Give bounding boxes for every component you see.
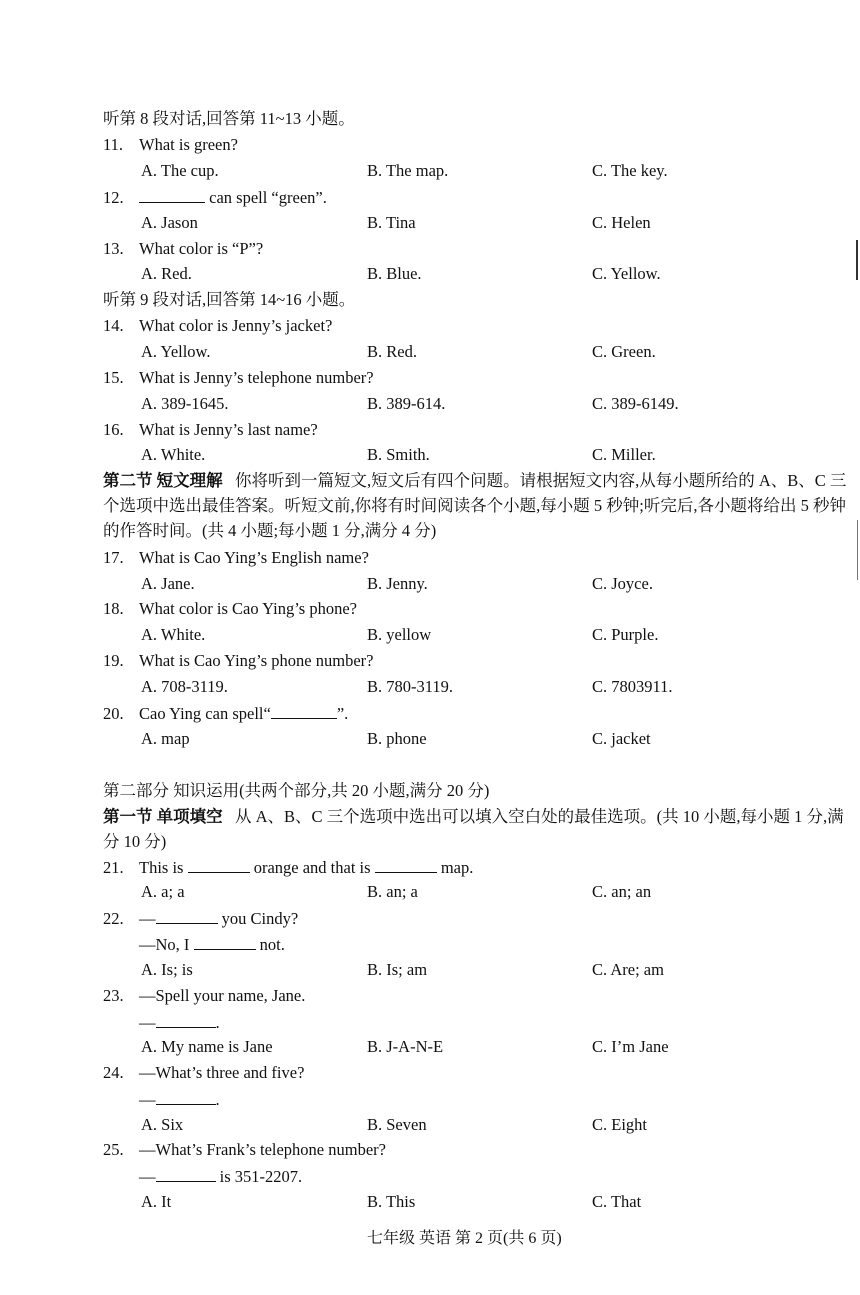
dialog-dash: — (139, 1013, 156, 1032)
answer-blank (375, 856, 437, 873)
question-text: can spell “green”. (209, 188, 327, 207)
question-24-reply (139, 1088, 220, 1110)
option-b: B. Seven (367, 1115, 427, 1134)
option-b: B. Tina (367, 213, 416, 232)
question-text: What is Cao Ying’s phone number? (139, 651, 374, 670)
section-heading: 第二节 短文理解 (103, 471, 223, 490)
option-a: A. Jane. (141, 574, 195, 593)
option-c: C. Yellow. (592, 264, 661, 283)
option-b: B. an; a (367, 882, 418, 901)
section-heading: 第一节 单项填空 (103, 807, 223, 826)
question-19 (103, 650, 373, 672)
question-text: What color is Cao Ying’s phone? (139, 599, 357, 618)
option-a: A. 389-1645. (141, 394, 229, 413)
option-a: A. White. (141, 445, 206, 464)
dialog-dash: — (139, 909, 156, 928)
section-instructions: 从 A、B、C 三个选项中选出可以填入空白处的最佳选项。(共 10 小题,每小题 1 分,满分 10 分) (103, 807, 844, 851)
scan-edge-mark (857, 520, 858, 580)
question-text: What is Jenny’s telephone number? (139, 368, 374, 387)
question-number: 22. (103, 909, 124, 928)
answer-blank (188, 856, 250, 873)
option-c: C. Helen (592, 213, 651, 232)
question-number: 12. (103, 188, 124, 207)
option-b: B. Blue. (367, 264, 422, 283)
question-text-end: ”. (336, 704, 349, 723)
option-b: B. Smith. (367, 445, 430, 464)
option-b: B. Is; am (367, 960, 428, 979)
option-a: A. Red. (141, 264, 192, 283)
question-number: 25. (103, 1140, 124, 1159)
question-text: —What’s Frank’s telephone number? (139, 1140, 386, 1159)
question-text: you Cindy? (221, 909, 299, 928)
question-25 (103, 1139, 386, 1161)
question-text: What is Cao Ying’s English name? (139, 548, 369, 567)
reply-end: . (215, 1013, 220, 1032)
question-number: 14. (103, 316, 124, 335)
answer-blank (194, 933, 256, 950)
reply-end: . (215, 1090, 220, 1109)
option-a: A. map (141, 729, 190, 748)
question-25-reply (139, 1165, 302, 1187)
question-number: 15. (103, 368, 124, 387)
answer-blank (139, 186, 205, 203)
question-16 (103, 419, 318, 441)
question-23-reply (139, 1011, 220, 1033)
question-text: What color is Jenny’s jacket? (139, 316, 333, 335)
question-text: —What’s three and five? (139, 1063, 305, 1082)
question-21 (103, 856, 473, 878)
option-a: A. The cup. (141, 161, 219, 180)
option-b: B. yellow (367, 625, 432, 644)
option-c: C. Joyce. (592, 574, 653, 593)
question-12 (103, 186, 327, 208)
option-c: C. jacket (592, 729, 651, 748)
option-b: B. Jenny. (367, 574, 428, 593)
question-number: 16. (103, 420, 124, 439)
dialog-dash: — (139, 1167, 156, 1186)
answer-blank (271, 702, 337, 719)
question-15 (103, 367, 374, 389)
option-a: A. 708-3119. (141, 677, 228, 696)
answer-blank (156, 1011, 216, 1028)
question-number: 17. (103, 548, 124, 567)
question-17 (103, 547, 369, 569)
reply-text-end: not. (259, 935, 285, 954)
option-a: A. It (141, 1192, 172, 1211)
question-number: 13. (103, 239, 124, 258)
question-23 (103, 985, 305, 1007)
option-c: C. I’m Jane (592, 1037, 669, 1056)
question-11 (103, 134, 238, 156)
option-b: B. 389-614. (367, 394, 446, 413)
question-text-part: orange and that is (253, 858, 371, 877)
reply-text: is 351-2207. (219, 1167, 303, 1186)
answer-blank (156, 1165, 216, 1182)
page-footer: 七年级 英语 第 2 页(共 6 页) (367, 1230, 562, 1247)
question-18 (103, 598, 357, 620)
question-14 (103, 315, 332, 337)
option-b: B. phone (367, 729, 427, 748)
answer-blank (156, 907, 218, 924)
option-b: B. 780-3119. (367, 677, 454, 696)
section-9-intro: 听第 9 段对话,回答第 14~16 小题。 (103, 290, 356, 309)
option-c: C. an; an (592, 882, 652, 901)
question-number: 11. (103, 135, 124, 154)
option-c: C. 389-6149. (592, 394, 679, 413)
option-b: B. J-A-N-E (367, 1037, 444, 1056)
scan-edge-mark (856, 240, 858, 280)
question-text-start: Cao Ying can spell“ (139, 704, 271, 723)
question-number: 20. (103, 704, 124, 723)
single-choice-instructions (103, 804, 855, 854)
section-instructions: 你将听到一篇短文,短文后有四个问题。请根据短文内容,从每小题所给的 A、B、C 三个选项中选出最佳答案。听短文前,你将有时间阅读各个小题,每小题 5 秒钟;听完后,各小题将给出 5 秒钟的作答时间。(共 4 小题;每小题 1 分,满分 4 分) (103, 471, 847, 540)
question-text-part: map. (440, 858, 474, 877)
option-a: A. Yellow. (141, 342, 211, 361)
question-number: 21. (103, 858, 124, 877)
question-number: 23. (103, 986, 124, 1005)
question-text: —Spell your name, Jane. (139, 986, 306, 1005)
option-c: C. 7803911. (592, 677, 673, 696)
option-c: C. Green. (592, 342, 656, 361)
option-c: C. The key. (592, 161, 668, 180)
answer-blank (156, 1088, 216, 1105)
question-13 (103, 238, 263, 260)
option-a: A. Jason (141, 213, 198, 232)
question-number: 24. (103, 1063, 124, 1082)
option-c: C. Eight (592, 1115, 648, 1134)
question-text: What is green? (139, 135, 238, 154)
option-c: C. Miller. (592, 445, 656, 464)
section-8-intro: 听第 8 段对话,回答第 11~13 小题。 (103, 109, 355, 128)
option-a: A. My name is Jane (141, 1037, 273, 1056)
question-22-reply (139, 933, 285, 955)
option-a: A. White. (141, 625, 206, 644)
option-c: C. Are; am (592, 960, 664, 979)
option-b: B. This (367, 1192, 416, 1211)
question-number: 18. (103, 599, 124, 618)
question-text-part: This is (139, 858, 184, 877)
reply-text-start: —No, I (139, 935, 190, 954)
option-a: A. a; a (141, 882, 185, 901)
option-a: A. Is; is (141, 960, 193, 979)
question-text: What color is “P”? (139, 239, 264, 258)
option-b: B. The map. (367, 161, 449, 180)
question-text: What is Jenny’s last name? (139, 420, 318, 439)
option-c: C. That (592, 1192, 642, 1211)
option-c: C. Purple. (592, 625, 659, 644)
question-20 (103, 702, 348, 724)
question-24 (103, 1062, 304, 1084)
dialog-dash: — (139, 1090, 156, 1109)
option-a: A. Six (141, 1115, 184, 1134)
option-b: B. Red. (367, 342, 417, 361)
passage-instructions (103, 468, 855, 543)
question-number: 19. (103, 651, 124, 670)
question-22 (103, 907, 298, 929)
part-two-title: 第二部分 知识运用(共两个部分,共 20 小题,满分 20 分) (103, 781, 490, 800)
